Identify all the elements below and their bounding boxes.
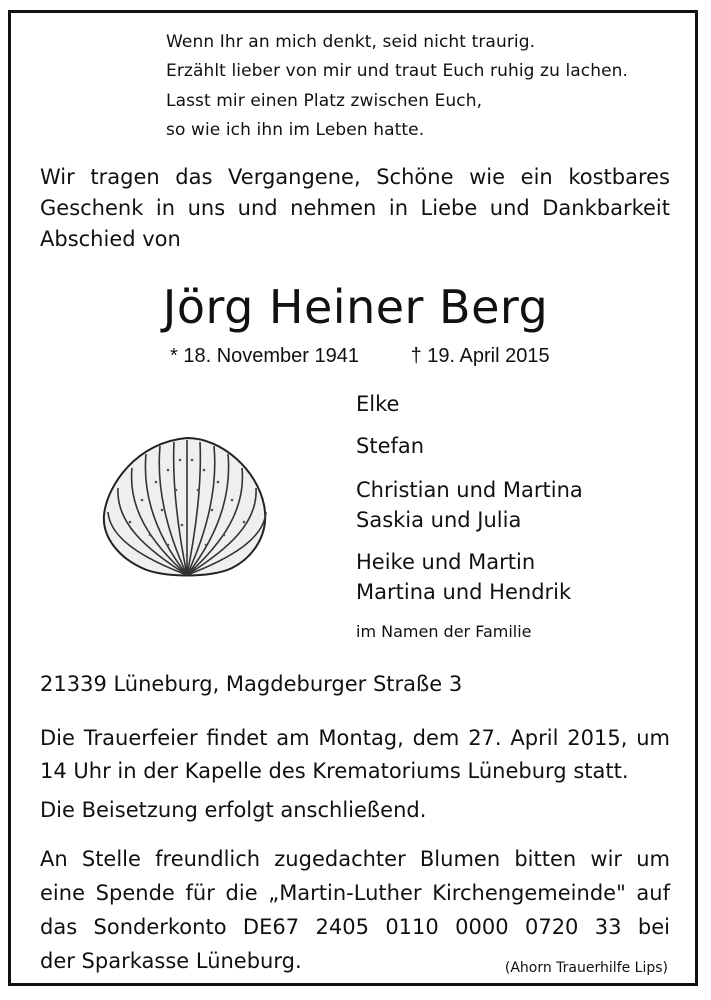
ceremony-line: 14 Uhr in der Kapelle des Krematoriums Lüneburg statt. xyxy=(40,759,629,783)
family-member: Heike und Martin xyxy=(356,550,536,574)
donation-line: der Sparkasse Lüneburg. xyxy=(40,949,302,973)
donation-line: das Sonderkonto DE67 2405 0110 0000 0720 33 bei xyxy=(40,915,670,939)
intro-text xyxy=(40,162,670,255)
poem-line: Erzählt lieber von mir und traut Euch ruhig zu lachen. xyxy=(166,61,629,82)
address: 21339 Lüneburg, Magdeburger Straße 3 xyxy=(40,672,463,696)
donation-line: eine Spende für die „Martin-Luther Kirchengemeinde" auf xyxy=(40,881,670,905)
death-date: † 19. April 2015 xyxy=(410,345,550,367)
family-member: Martina und Hendrik xyxy=(356,580,572,604)
intro-line: Abschied von xyxy=(40,227,181,251)
life-dates xyxy=(170,345,550,368)
intro-line: Wir tragen das Vergangene, Schöne wie ein kostbares xyxy=(40,165,670,189)
donation-line: An Stelle freundlich zugedachter Blumen bitten wir um xyxy=(40,847,670,871)
intro-line: Geschenk in uns und nehmen in Liebe und Dankbarkeit xyxy=(40,196,670,220)
deceased-name: Jörg Heiner Berg xyxy=(162,280,549,334)
family-member: Christian und Martina xyxy=(356,478,583,502)
family-member: Stefan xyxy=(356,434,425,458)
poem xyxy=(166,28,628,145)
family-member: Saskia und Julia xyxy=(356,508,522,532)
ceremony-text xyxy=(40,722,670,788)
ceremony-line: Die Trauerfeier findet am Montag, dem 27. April 2015, um xyxy=(40,726,670,750)
scallop-shell-icon xyxy=(92,430,282,580)
family-member: Elke xyxy=(356,392,400,416)
birth-date: * 18. November 1941 xyxy=(170,345,360,367)
family-closing: im Namen der Familie xyxy=(356,622,532,641)
poem-line: so wie ich ihn im Leben hatte. xyxy=(166,119,425,140)
credit-text: (Ahorn Trauerhilfe Lips) xyxy=(504,960,668,976)
donation-text xyxy=(40,842,670,978)
burial-text: Die Beisetzung erfolgt anschließend. xyxy=(40,798,427,822)
poem-line: Lasst mir einen Platz zwischen Euch, xyxy=(166,90,483,111)
poem-line: Wenn Ihr an mich denkt, seid nicht traurig. xyxy=(166,32,536,52)
